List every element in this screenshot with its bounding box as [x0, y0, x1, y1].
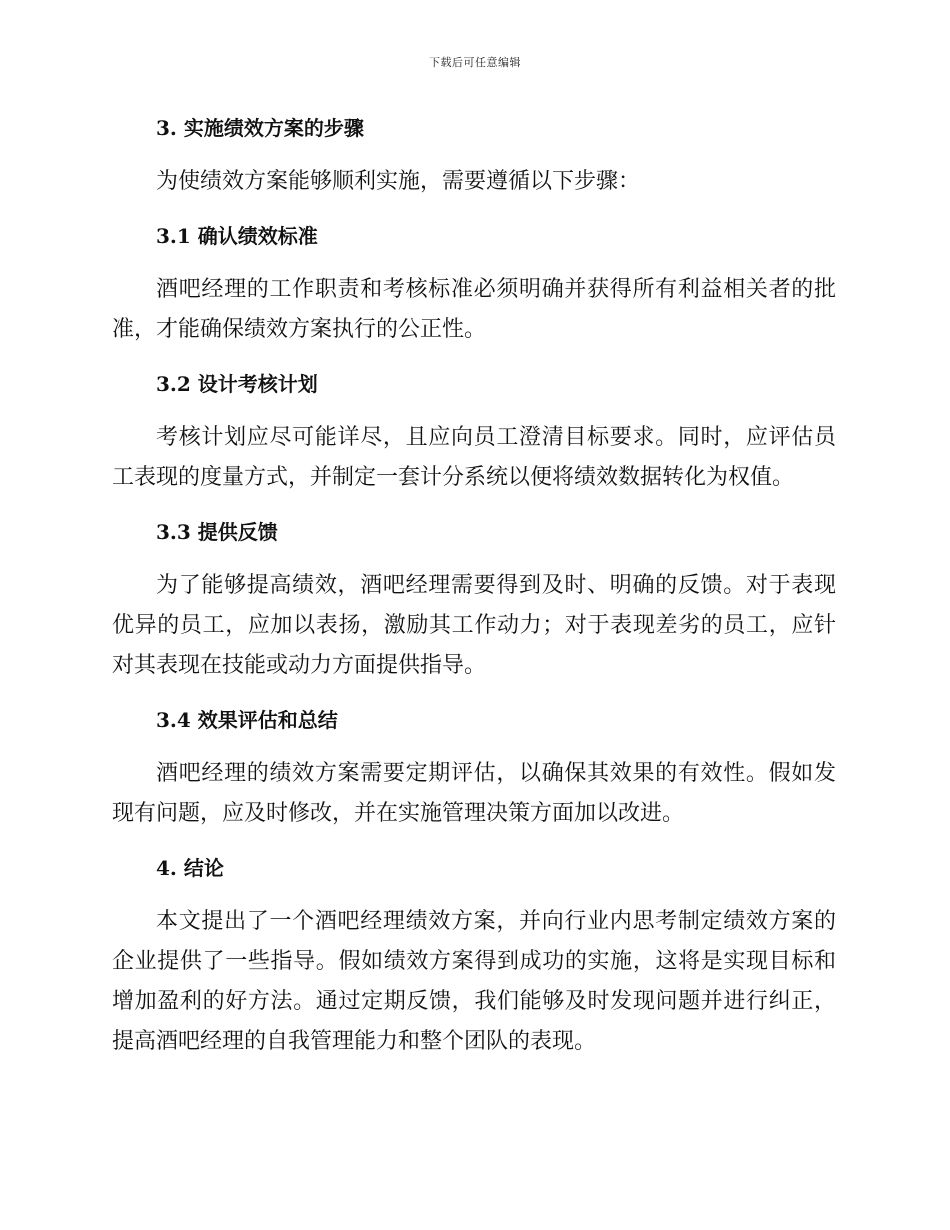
section-3-intro-paragraph: 为使绩效方案能够顺利实施，需要遵循以下步骤： [156, 169, 641, 194]
section-heading-3-3: 3.3 提供反馈 [156, 520, 278, 544]
section-3-4-paragraph: 酒吧经理的绩效方案需要定期评估，以确保其效果的有效性。假如发现有问题，应及时修改，并在实施管理决策方面加以改进。 [112, 761, 836, 826]
section-heading-3: 3. 实施绩效方案的步骤 [156, 116, 364, 140]
section-3-1-paragraph: 酒吧经理的工作职责和考核标准必须明确并获得所有利益相关者的批准，才能确保绩效方案执行的公正性。 [112, 277, 836, 342]
section-heading-3-1: 3.1 确认绩效标准 [156, 224, 318, 248]
header-note: 下载后可任意编辑 [429, 56, 521, 69]
section-heading-3-2: 3.2 设计考核计划 [156, 372, 318, 396]
section-heading-3-4: 3.4 效果评估和总结 [156, 708, 338, 732]
section-heading-4: 4. 结论 [156, 856, 224, 880]
section-4-paragraph: 本文提出了一个酒吧经理绩效方案，并向行业内思考制定绩效方案的企业提供了一些指导。假如绩效方案得到成功的实施，这将是实现目标和增加盈利的好方法。通过定期反馈，我们能够及时发现问题并进行纠正，提高酒吧经理的自我管理能力和整个团队的表现。 [112, 909, 836, 1054]
section-3-3-paragraph: 为了能够提高绩效，酒吧经理需要得到及时、明确的反馈。对于表现优异的员工，应加以表扬，激励其工作动力；对于表现差劣的员工，应针对其表现在技能或动力方面提供指导。 [112, 573, 836, 678]
document-body [112, 108, 836, 1076]
section-3-2-paragraph: 考核计划应尽可能详尽，且应向员工澄清目标要求。同时，应评估员工表现的度量方式，并制定一套计分系统以便将绩效数据转化为权值。 [112, 425, 836, 490]
